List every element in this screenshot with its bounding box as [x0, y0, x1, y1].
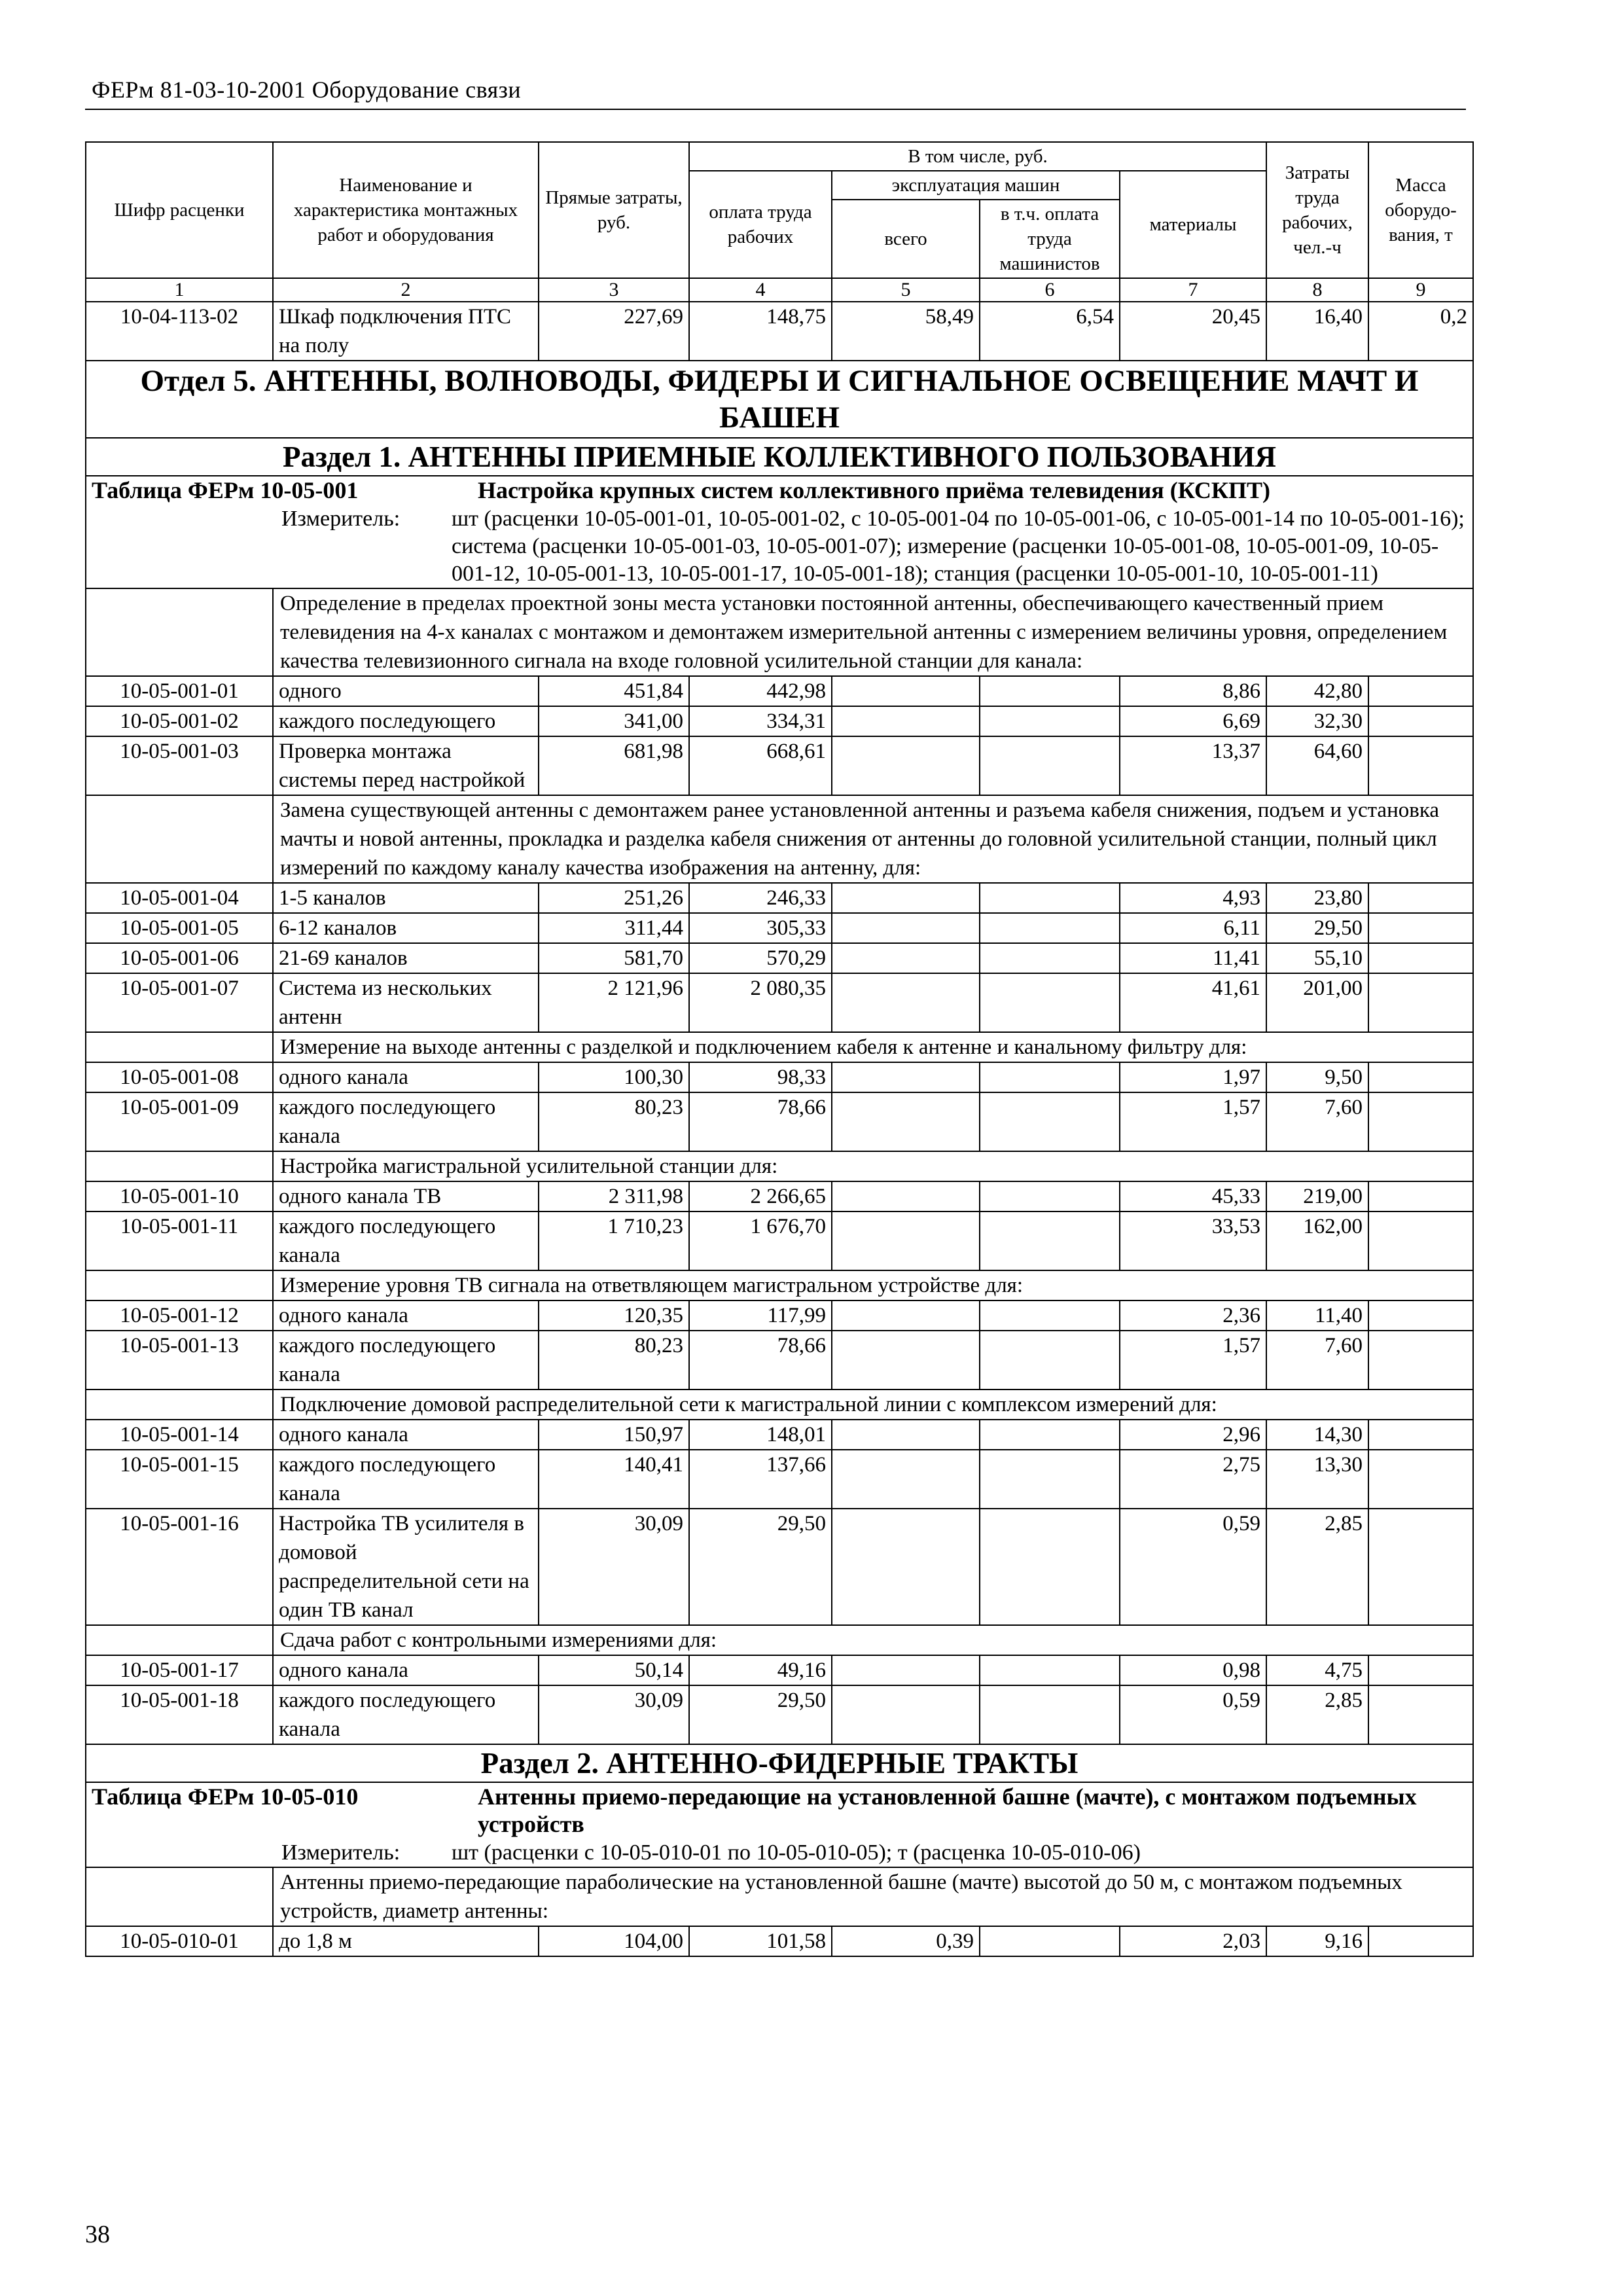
rate-materials: 1,57: [1120, 1331, 1266, 1390]
rate-row: [86, 1420, 1473, 1450]
rate-labor: 162,00: [1266, 1211, 1368, 1270]
rate-labor: 2,85: [1266, 1509, 1368, 1625]
section-title: Раздел 1. АНТЕННЫ ПРИЕМНЫЕ КОЛЛЕКТИВНОГО ПОЛЬЗОВАНИЯ: [86, 438, 1473, 476]
rate-wages: 98,33: [689, 1062, 832, 1092]
rate-machines-wages: [980, 943, 1120, 973]
group-description: Сдача работ с контрольными измерениями для:: [273, 1625, 1473, 1655]
rate-mass: [1368, 1655, 1473, 1685]
rate-materials: 0,59: [1120, 1685, 1266, 1744]
rate-machines-wages: [980, 1181, 1120, 1211]
rate-row: [86, 736, 1473, 795]
rate-row: [86, 1685, 1473, 1744]
rate-labor: 7,60: [1266, 1092, 1368, 1151]
rate-direct: 681,98: [539, 736, 689, 795]
rate-labor: 201,00: [1266, 973, 1368, 1032]
rate-machines-total: [832, 1211, 980, 1270]
rate-wages: 137,66: [689, 1450, 832, 1509]
col-machines-total-header: всего: [832, 200, 980, 278]
group-description-row: [86, 1270, 1473, 1300]
rate-name: Настройка ТВ усилителя в домовой распределительной сети на один ТВ канал: [273, 1509, 539, 1625]
rate-mass: [1368, 1211, 1473, 1270]
rate-machines-total: [832, 706, 980, 736]
rate-labor: 16,40: [1266, 302, 1368, 361]
col-including-header: В том числе, руб.: [689, 142, 1266, 171]
rate-machines-wages: [980, 913, 1120, 943]
table-1-heading-row: [86, 476, 1473, 588]
rate-wages: 29,50: [689, 1509, 832, 1625]
rate-labor: 14,30: [1266, 1420, 1368, 1450]
rate-name: Проверка монтажа системы перед настройкой: [273, 736, 539, 795]
rate-direct: 80,23: [539, 1331, 689, 1390]
rate-materials: 13,37: [1120, 736, 1266, 795]
rate-name: каждого последующего канала: [273, 1331, 539, 1390]
rate-mass: [1368, 1926, 1473, 1956]
group-description: Замена существующей антенны с демонтажем ранее установленной антенны и разъема кабеля снижения, подъем и установка мачты и новой антенны, прокладка и разделка кабеля снижения от антенны до головной усилительной станции, полный цикл измерений по каждому каналу качества изображения на антенну, для:: [273, 795, 1473, 883]
rate-labor: 23,80: [1266, 883, 1368, 913]
rate-row: [86, 706, 1473, 736]
rate-materials: 0,59: [1120, 1509, 1266, 1625]
rate-machines-total: [832, 1300, 980, 1331]
rate-mass: [1368, 736, 1473, 795]
group-description-row: [86, 588, 1473, 676]
table-2-heading-row: [86, 1782, 1473, 1867]
table-heading: [86, 476, 1473, 588]
rate-direct: 2 311,98: [539, 1181, 689, 1211]
group-description-row: [86, 795, 1473, 883]
rate-mass: [1368, 1092, 1473, 1151]
rate-row: [86, 913, 1473, 943]
rate-machines-wages: [980, 1926, 1120, 1956]
rate-code: 10-05-001-16: [86, 1509, 273, 1625]
table-title: Настройка крупных систем коллективного приёма телевидения (КСКПТ): [478, 477, 1271, 503]
group-description: Измерение на выходе антенны с разделкой и подключением кабеля к антенне и канальному фильтру для:: [273, 1032, 1473, 1062]
rate-direct: 50,14: [539, 1655, 689, 1685]
rate-name: 1-5 каналов: [273, 883, 539, 913]
rate-materials: 2,36: [1120, 1300, 1266, 1331]
rate-wages: 148,75: [689, 302, 832, 361]
rate-machines-wages: [980, 1092, 1120, 1151]
rate-mass: [1368, 1331, 1473, 1390]
department-title: Отдел 5. АНТЕННЫ, ВОЛНОВОДЫ, ФИДЕРЫ И СИГНАЛЬНОЕ ОСВЕЩЕНИЕ МАЧТ И БАШЕН: [86, 361, 1473, 438]
running-header: ФЕРм 81-03-10-2001 Оборудование связи: [92, 77, 522, 103]
rate-labor: 9,50: [1266, 1062, 1368, 1092]
group-description: Настройка магистральной усилительной станции для:: [273, 1151, 1473, 1181]
rate-name: одного канала: [273, 1420, 539, 1450]
rate-machines-total: [832, 1181, 980, 1211]
col-mass-header: Масса оборудо-вания, т: [1368, 142, 1473, 278]
rate-mass: [1368, 1300, 1473, 1331]
page-number: 38: [85, 2221, 110, 2248]
rate-machines-wages: [980, 1450, 1120, 1509]
rate-materials: 4,93: [1120, 883, 1266, 913]
rate-machines-wages: [980, 1331, 1120, 1390]
rate-machines-wages: [980, 676, 1120, 706]
rate-machines-total: [832, 1509, 980, 1625]
rate-machines-total: 0,39: [832, 1926, 980, 1956]
rate-labor: 29,50: [1266, 913, 1368, 943]
rate-materials: 2,03: [1120, 1926, 1266, 1956]
rate-wages: 668,61: [689, 736, 832, 795]
rate-machines-wages: [980, 1509, 1120, 1625]
rate-materials: 8,86: [1120, 676, 1266, 706]
rate-name: 6-12 каналов: [273, 913, 539, 943]
rate-direct: 140,41: [539, 1450, 689, 1509]
col-direct-header: Прямые затраты, руб.: [539, 142, 689, 278]
rate-direct: 311,44: [539, 913, 689, 943]
group-description-row: [86, 1867, 1473, 1926]
rate-machines-total: [832, 943, 980, 973]
rate-direct: 120,35: [539, 1300, 689, 1331]
col-code-header: Шифр расценки: [86, 142, 273, 278]
rate-code: 10-05-001-14: [86, 1420, 273, 1450]
rate-wages: 334,31: [689, 706, 832, 736]
table-header: [86, 142, 1473, 278]
rate-mass: [1368, 973, 1473, 1032]
rate-row: [86, 943, 1473, 973]
rate-direct: 581,70: [539, 943, 689, 973]
rate-mass: [1368, 706, 1473, 736]
col-machines-wages-header: в т.ч. оплата труда машинистов: [980, 200, 1120, 278]
rate-row: [86, 1509, 1473, 1625]
rate-machines-wages: 6,54: [980, 302, 1120, 361]
measure-text: шт (расценки 10-05-001-01, 10-05-001-02, с 10-05-001-04 по 10-05-001-06, с 10-05-001-14 по 10-05-001-16); система (расценки 10-05-001-03, 10-05-001-07); измерение (расценки 10-05-001-08, 10-05-001-09, 10-05-001-12, 10-05-001-13, 10-05-001-17, 10-05-001-18); станция (расценки 10-05-001-10, 10-05-001-11): [452, 507, 1465, 586]
rate-wages: 1 676,70: [689, 1211, 832, 1270]
rate-direct: 80,23: [539, 1092, 689, 1151]
rate-machines-total: [832, 676, 980, 706]
rate-wages: 148,01: [689, 1420, 832, 1450]
rates-table: [85, 141, 1474, 1957]
rate-labor: 11,40: [1266, 1300, 1368, 1331]
measure-label: Измеритель:: [281, 507, 401, 531]
rate-row: [86, 1450, 1473, 1509]
rate-code: 10-05-001-09: [86, 1092, 273, 1151]
group-description-row: [86, 1625, 1473, 1655]
group-description: Антенны приемо-передающие параболические на установленной башне (мачте) высотой до 50 м, с монтажом подъемных устройств, диаметр антенны:: [273, 1867, 1473, 1926]
rate-row: [86, 1300, 1473, 1331]
section-title: Раздел 2. АНТЕННО-ФИДЕРНЫЕ ТРАКТЫ: [86, 1744, 1473, 1782]
department-row: [86, 361, 1473, 438]
rate-machines-total: [832, 973, 980, 1032]
rate-code: 10-05-010-01: [86, 1926, 273, 1956]
col-name-header: Наименование и характеристика монтажных работ и оборудования: [273, 142, 539, 278]
rate-machines-wages: [980, 1420, 1120, 1450]
rate-direct: 341,00: [539, 706, 689, 736]
rate-machines-total: [832, 1062, 980, 1092]
rate-code: 10-05-001-15: [86, 1450, 273, 1509]
rate-code: 10-05-001-11: [86, 1211, 273, 1270]
rate-row: [86, 1926, 1473, 1956]
rate-code: 10-05-001-12: [86, 1300, 273, 1331]
rate-materials: 2,75: [1120, 1450, 1266, 1509]
rate-materials: 6,69: [1120, 706, 1266, 736]
rate-materials: 6,11: [1120, 913, 1266, 943]
group-description-row: [86, 1032, 1473, 1062]
rate-machines-total: 58,49: [832, 302, 980, 361]
rate-wages: 442,98: [689, 676, 832, 706]
table-body: [86, 278, 1473, 1956]
rate-row: [86, 1062, 1473, 1092]
rate-wages: 2 266,65: [689, 1181, 832, 1211]
rate-direct: 2 121,96: [539, 973, 689, 1032]
rate-labor: 2,85: [1266, 1685, 1368, 1744]
rate-labor: 32,30: [1266, 706, 1368, 736]
col-machines-header: эксплуатация машин: [832, 171, 1120, 200]
rate-machines-total: [832, 883, 980, 913]
rate-name: одного канала: [273, 1655, 539, 1685]
rate-machines-wages: [980, 1062, 1120, 1092]
rate-machines-wages: [980, 883, 1120, 913]
rate-name: одного канала: [273, 1062, 539, 1092]
rate-name: до 1,8 м: [273, 1926, 539, 1956]
rate-materials: 1,57: [1120, 1092, 1266, 1151]
header-rule: [85, 109, 1466, 110]
rate-mass: [1368, 1420, 1473, 1450]
rate-row: [86, 676, 1473, 706]
col-labor-header: Затраты труда рабочих, чел.-ч: [1266, 142, 1368, 278]
table-label: Таблица ФЕРм 10-05-001: [92, 477, 359, 503]
rate-machines-wages: [980, 1655, 1120, 1685]
rate-name: каждого последующего: [273, 706, 539, 736]
rate-direct: 227,69: [539, 302, 689, 361]
rate-code: 10-05-001-04: [86, 883, 273, 913]
rate-materials: 0,98: [1120, 1655, 1266, 1685]
rate-code: 10-05-001-13: [86, 1331, 273, 1390]
rate-row: [86, 973, 1473, 1032]
group-description-row: [86, 1151, 1473, 1181]
rate-code: 10-05-001-08: [86, 1062, 273, 1092]
rate-materials: 45,33: [1120, 1181, 1266, 1211]
rate-machines-total: [832, 1420, 980, 1450]
table-heading: [86, 1782, 1473, 1867]
rate-row: [86, 883, 1473, 913]
rate-machines-wages: [980, 1211, 1120, 1270]
rate-wages: 2 080,35: [689, 973, 832, 1032]
rate-name: одного: [273, 676, 539, 706]
rate-name: каждого последующего канала: [273, 1211, 539, 1270]
rate-direct: 451,84: [539, 676, 689, 706]
rate-row: [86, 1331, 1473, 1390]
rate-machines-wages: [980, 1300, 1120, 1331]
rate-labor: 4,75: [1266, 1655, 1368, 1685]
rate-mass: [1368, 913, 1473, 943]
col-materials-header: материалы: [1120, 171, 1266, 278]
rate-direct: 251,26: [539, 883, 689, 913]
rate-name: одного канала: [273, 1300, 539, 1331]
col-wages-header: оплата труда рабочих: [689, 171, 832, 278]
rate-code: 10-05-001-05: [86, 913, 273, 943]
rate-machines-wages: [980, 1685, 1120, 1744]
rate-labor: 55,10: [1266, 943, 1368, 973]
table-title: Антенны приемо-передающие на установленной башне (мачте), с монтажом подъемных устройств: [478, 1784, 1417, 1837]
section-2-row: [86, 1744, 1473, 1782]
rate-labor: 219,00: [1266, 1181, 1368, 1211]
rate-direct: 30,09: [539, 1685, 689, 1744]
group-description-row: [86, 1390, 1473, 1420]
carryover-row: [86, 302, 1473, 361]
rate-machines-total: [832, 1331, 980, 1390]
rate-name: каждого последующего канала: [273, 1450, 539, 1509]
rate-wages: 246,33: [689, 883, 832, 913]
rate-labor: 13,30: [1266, 1450, 1368, 1509]
rate-name: 21-69 каналов: [273, 943, 539, 973]
group-description: Измерение уровня ТВ сигнала на ответвляющем магистральном устройстве для:: [273, 1270, 1473, 1300]
rate-machines-total: [832, 1685, 980, 1744]
rate-machines-wages: [980, 973, 1120, 1032]
group-description: Подключение домовой распределительной сети к магистральной линии с комплексом измерений для:: [273, 1390, 1473, 1420]
rate-direct: 30,09: [539, 1509, 689, 1625]
rate-mass: [1368, 1062, 1473, 1092]
rate-name: Система из нескольких антенн: [273, 973, 539, 1032]
rate-labor: 7,60: [1266, 1331, 1368, 1390]
rate-mass: [1368, 1685, 1473, 1744]
section-1-row: [86, 438, 1473, 476]
rate-machines-total: [832, 736, 980, 795]
rate-machines-wages: [980, 736, 1120, 795]
rate-code: 10-05-001-01: [86, 676, 273, 706]
rate-row: [86, 1655, 1473, 1685]
rate-row: [86, 1092, 1473, 1151]
rate-machines-total: [832, 913, 980, 943]
rate-machines-total: [832, 1450, 980, 1509]
rate-wages: 305,33: [689, 913, 832, 943]
rate-labor: 64,60: [1266, 736, 1368, 795]
rate-code: 10-05-001-17: [86, 1655, 273, 1685]
rate-materials: 1,97: [1120, 1062, 1266, 1092]
rate-mass: [1368, 883, 1473, 913]
rate-wages: 49,16: [689, 1655, 832, 1685]
rate-mass: [1368, 1509, 1473, 1625]
rate-mass: [1368, 943, 1473, 973]
rate-name: Шкаф подключения ПТС на полу: [273, 302, 539, 361]
rate-direct: 104,00: [539, 1926, 689, 1956]
rate-code: 10-05-001-02: [86, 706, 273, 736]
rate-wages: 78,66: [689, 1092, 832, 1151]
rate-wages: 78,66: [689, 1331, 832, 1390]
rate-mass: [1368, 1450, 1473, 1509]
rate-mass: [1368, 1181, 1473, 1211]
measure-text: шт (расценки с 10-05-010-01 по 10-05-010-05); т (расценка 10-05-010-06): [452, 1840, 1141, 1865]
rate-direct: 150,97: [539, 1420, 689, 1450]
rate-code: 10-05-001-18: [86, 1685, 273, 1744]
rate-name: каждого последующего канала: [273, 1685, 539, 1744]
rate-labor: 9,16: [1266, 1926, 1368, 1956]
rate-machines-total: [832, 1655, 980, 1685]
rate-row: [86, 1181, 1473, 1211]
rate-materials: 11,41: [1120, 943, 1266, 973]
rate-wages: 570,29: [689, 943, 832, 973]
rate-machines-total: [832, 1092, 980, 1151]
rate-materials: 2,96: [1120, 1420, 1266, 1450]
rate-mass: 0,2: [1368, 302, 1473, 361]
rate-code: 10-05-001-10: [86, 1181, 273, 1211]
rate-code: 10-04-113-02: [86, 302, 273, 361]
rate-row: [86, 1211, 1473, 1270]
rate-direct: 100,30: [539, 1062, 689, 1092]
rate-labor: 42,80: [1266, 676, 1368, 706]
rate-materials: 20,45: [1120, 302, 1266, 361]
rate-wages: 117,99: [689, 1300, 832, 1331]
group-description: Определение в пределах проектной зоны места установки постоянной антенны, обеспечивающего качественный прием телевидения на 4-х каналах с монтажом и демонтажем измерительной антенны с измерением величины уровня, определением качества телевизионного сигнала на входе головной усилительной станции для канала:: [273, 588, 1473, 676]
rate-wages: 101,58: [689, 1926, 832, 1956]
rate-wages: 29,50: [689, 1685, 832, 1744]
table-label: Таблица ФЕРм 10-05-010: [92, 1784, 359, 1810]
rate-code: 10-05-001-07: [86, 973, 273, 1032]
rate-code: 10-05-001-06: [86, 943, 273, 973]
rate-machines-wages: [980, 706, 1120, 736]
rate-name: одного канала ТВ: [273, 1181, 539, 1211]
rate-materials: 41,61: [1120, 973, 1266, 1032]
column-numbers-row: 1 2 3 4 5 6 7 8 9: [86, 278, 1473, 302]
rate-direct: 1 710,23: [539, 1211, 689, 1270]
rate-name: каждого последующего канала: [273, 1092, 539, 1151]
rate-materials: 33,53: [1120, 1211, 1266, 1270]
rate-code: 10-05-001-03: [86, 736, 273, 795]
measure-label: Измеритель:: [281, 1840, 401, 1865]
rate-mass: [1368, 676, 1473, 706]
